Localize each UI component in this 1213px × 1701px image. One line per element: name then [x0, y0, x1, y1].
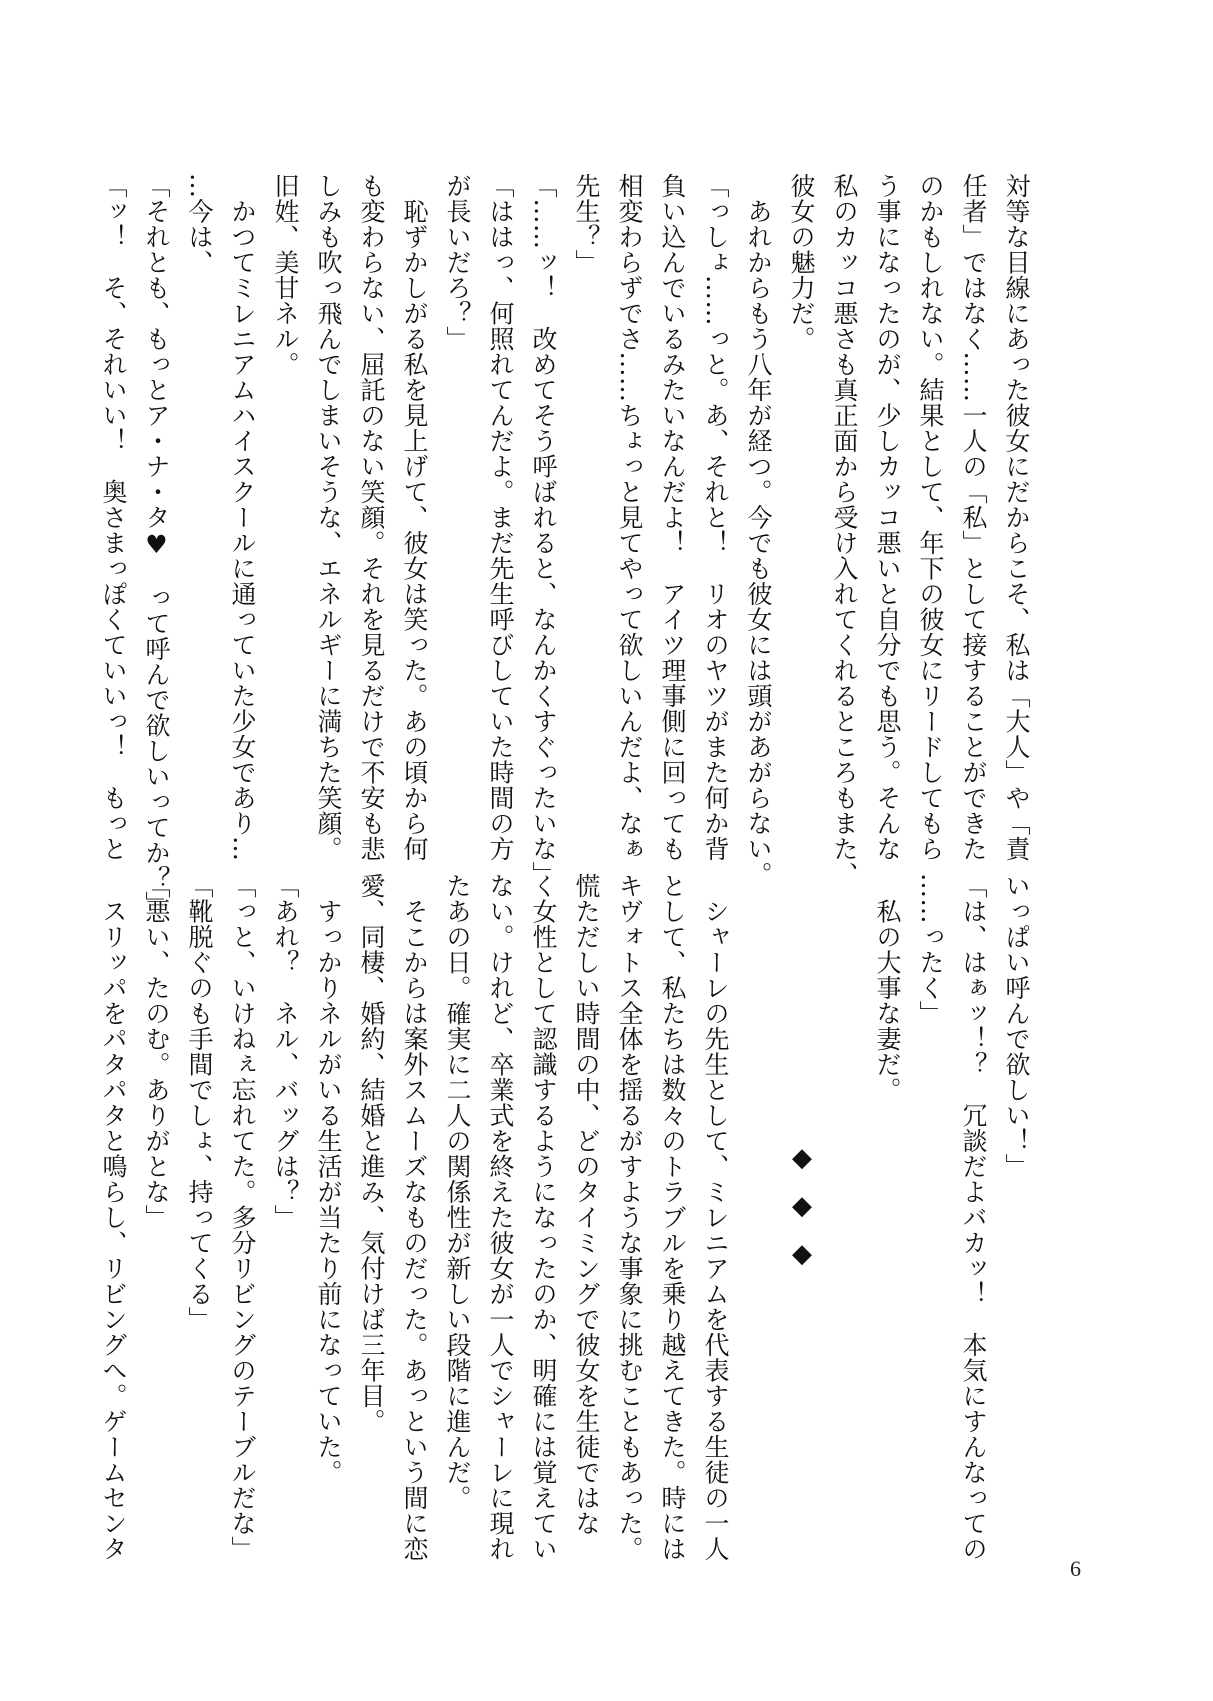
- text-line: のかもしれない。結果として、年下の彼女にリードしてもら: [916, 173, 945, 862]
- blank-line: [823, 873, 866, 1523]
- text-line: 対等な目線にあった彼女にだからこそ、私は「大人」や「責: [1002, 173, 1031, 862]
- text-line: たあの日。確実に二人の関係性が新しい段階に進んだ。: [443, 873, 472, 1511]
- text-line: シャーレの先生として、ミレニアムを代表する生徒の一人: [701, 873, 730, 1562]
- text-line: が長いだろ？」: [443, 173, 472, 352]
- text-line: 「ははっ、何照れてんだよ。まだ先生呼びしていた時間の方: [486, 173, 515, 862]
- text-line: そこからは案外スムーズなものだった。あっという間に恋: [400, 873, 429, 1562]
- text-line: 相変わらずでさ……ちょっと見てやって欲しいんだよ、なぁ: [615, 173, 644, 862]
- text-line: あれからもう八年が経つ。今でも彼女には頭があがらない。: [744, 173, 773, 887]
- text-line: う事になったのが、少しカッコ悪いと自分でも思う。そんな: [873, 173, 902, 862]
- text-line: 慌ただしい時間の中、どのタイミングで彼女を生徒ではな: [572, 873, 601, 1536]
- text-line: ……ったく」: [916, 873, 945, 1026]
- text-line: 「っと、いけねぇ忘れてた。多分リビングのテーブルだな」: [228, 873, 257, 1562]
- text-block-upper: [99, 173, 1038, 917]
- text-line: 任者」ではなく……一人の「私」として接することができた: [959, 173, 988, 862]
- text-line: として、私たちは数々のトラブルを乗り越えてきた。時には: [658, 873, 687, 1562]
- text-line: しみも吹っ飛んでしまいそうな、エネルギーに満ちた笑顔。: [314, 173, 343, 862]
- text-line: 「靴脱ぐのも手間でしょ、持ってくる」: [185, 873, 214, 1332]
- text-line: 旧姓、美甘ネル。: [271, 173, 300, 377]
- text-line: 「それとも、もっとア・ナ・タ♥ って呼んで欲しいってか？」: [142, 173, 171, 917]
- text-line: 先生？」: [572, 173, 601, 275]
- text-line: 「悪い、たのむ。ありがとな」: [142, 873, 171, 1230]
- text-line: キヴォトス全体を揺るがすような事象に挑むこともあった。: [615, 873, 644, 1562]
- text-line: 負い込んでいるみたいなんだよ！ アイツ理事側に回っても: [658, 173, 687, 862]
- text-line: 「は、はぁッ！？ 冗談だよバカッ！ 本気にすんなっての: [959, 873, 988, 1562]
- scene-break-marker: ◆◆◆: [787, 1143, 817, 1287]
- text-line: 彼女の魅力だ。: [787, 173, 816, 352]
- text-line: すっかりネルがいる生活が当たり前になっていた。: [314, 873, 343, 1485]
- text-line: …今は、: [185, 173, 214, 275]
- text-line: く女性として認識するようになったのか、明確には覚えてい: [529, 873, 558, 1562]
- text-line: 「っしょ……っと。あ、それと！ リオのヤツがまた何か背: [701, 173, 730, 862]
- text-line: ない。けれど、卒業式を終えた彼女が一人でシャーレに現れ: [486, 873, 515, 1562]
- text-line: 恥ずかしがる私を見上げて、彼女は笑った。あの頃から何: [400, 173, 429, 862]
- text-line: 私のカッコ悪さも真正面から受け入れてくれるところもまた、: [830, 173, 859, 887]
- text-line: 私の大事な妻だ。: [873, 873, 902, 1103]
- text-line: も変わらない、屈託のない笑顔。それを見るだけで不安も悲: [357, 173, 386, 862]
- text-line: かつてミレニアムハイスクールに通っていた少女であり…: [228, 173, 257, 862]
- page-number: 6: [1070, 1556, 1081, 1581]
- text-block-lower: [99, 873, 1038, 1562]
- text-line: 「……ッ！ 改めてそう呼ばれると、なんかくすぐったいな」: [529, 173, 558, 887]
- text-line: スリッパをパタパタと鳴らし、リビングへ。ゲームセンタ: [99, 873, 128, 1562]
- text-line: 愛、同棲、婚約、結婚と進み、気付けば三年目。: [357, 873, 386, 1434]
- blank-line: [737, 873, 780, 1523]
- text-line: いっぱい呼んで欲しい！」: [1002, 873, 1031, 1179]
- text-line: 「あれ？ ネル、バッグは？」: [271, 873, 300, 1230]
- text-line: 「ッ！ そ、それいい！ 奥さまっぽくていいっ！ もっと: [99, 173, 128, 862]
